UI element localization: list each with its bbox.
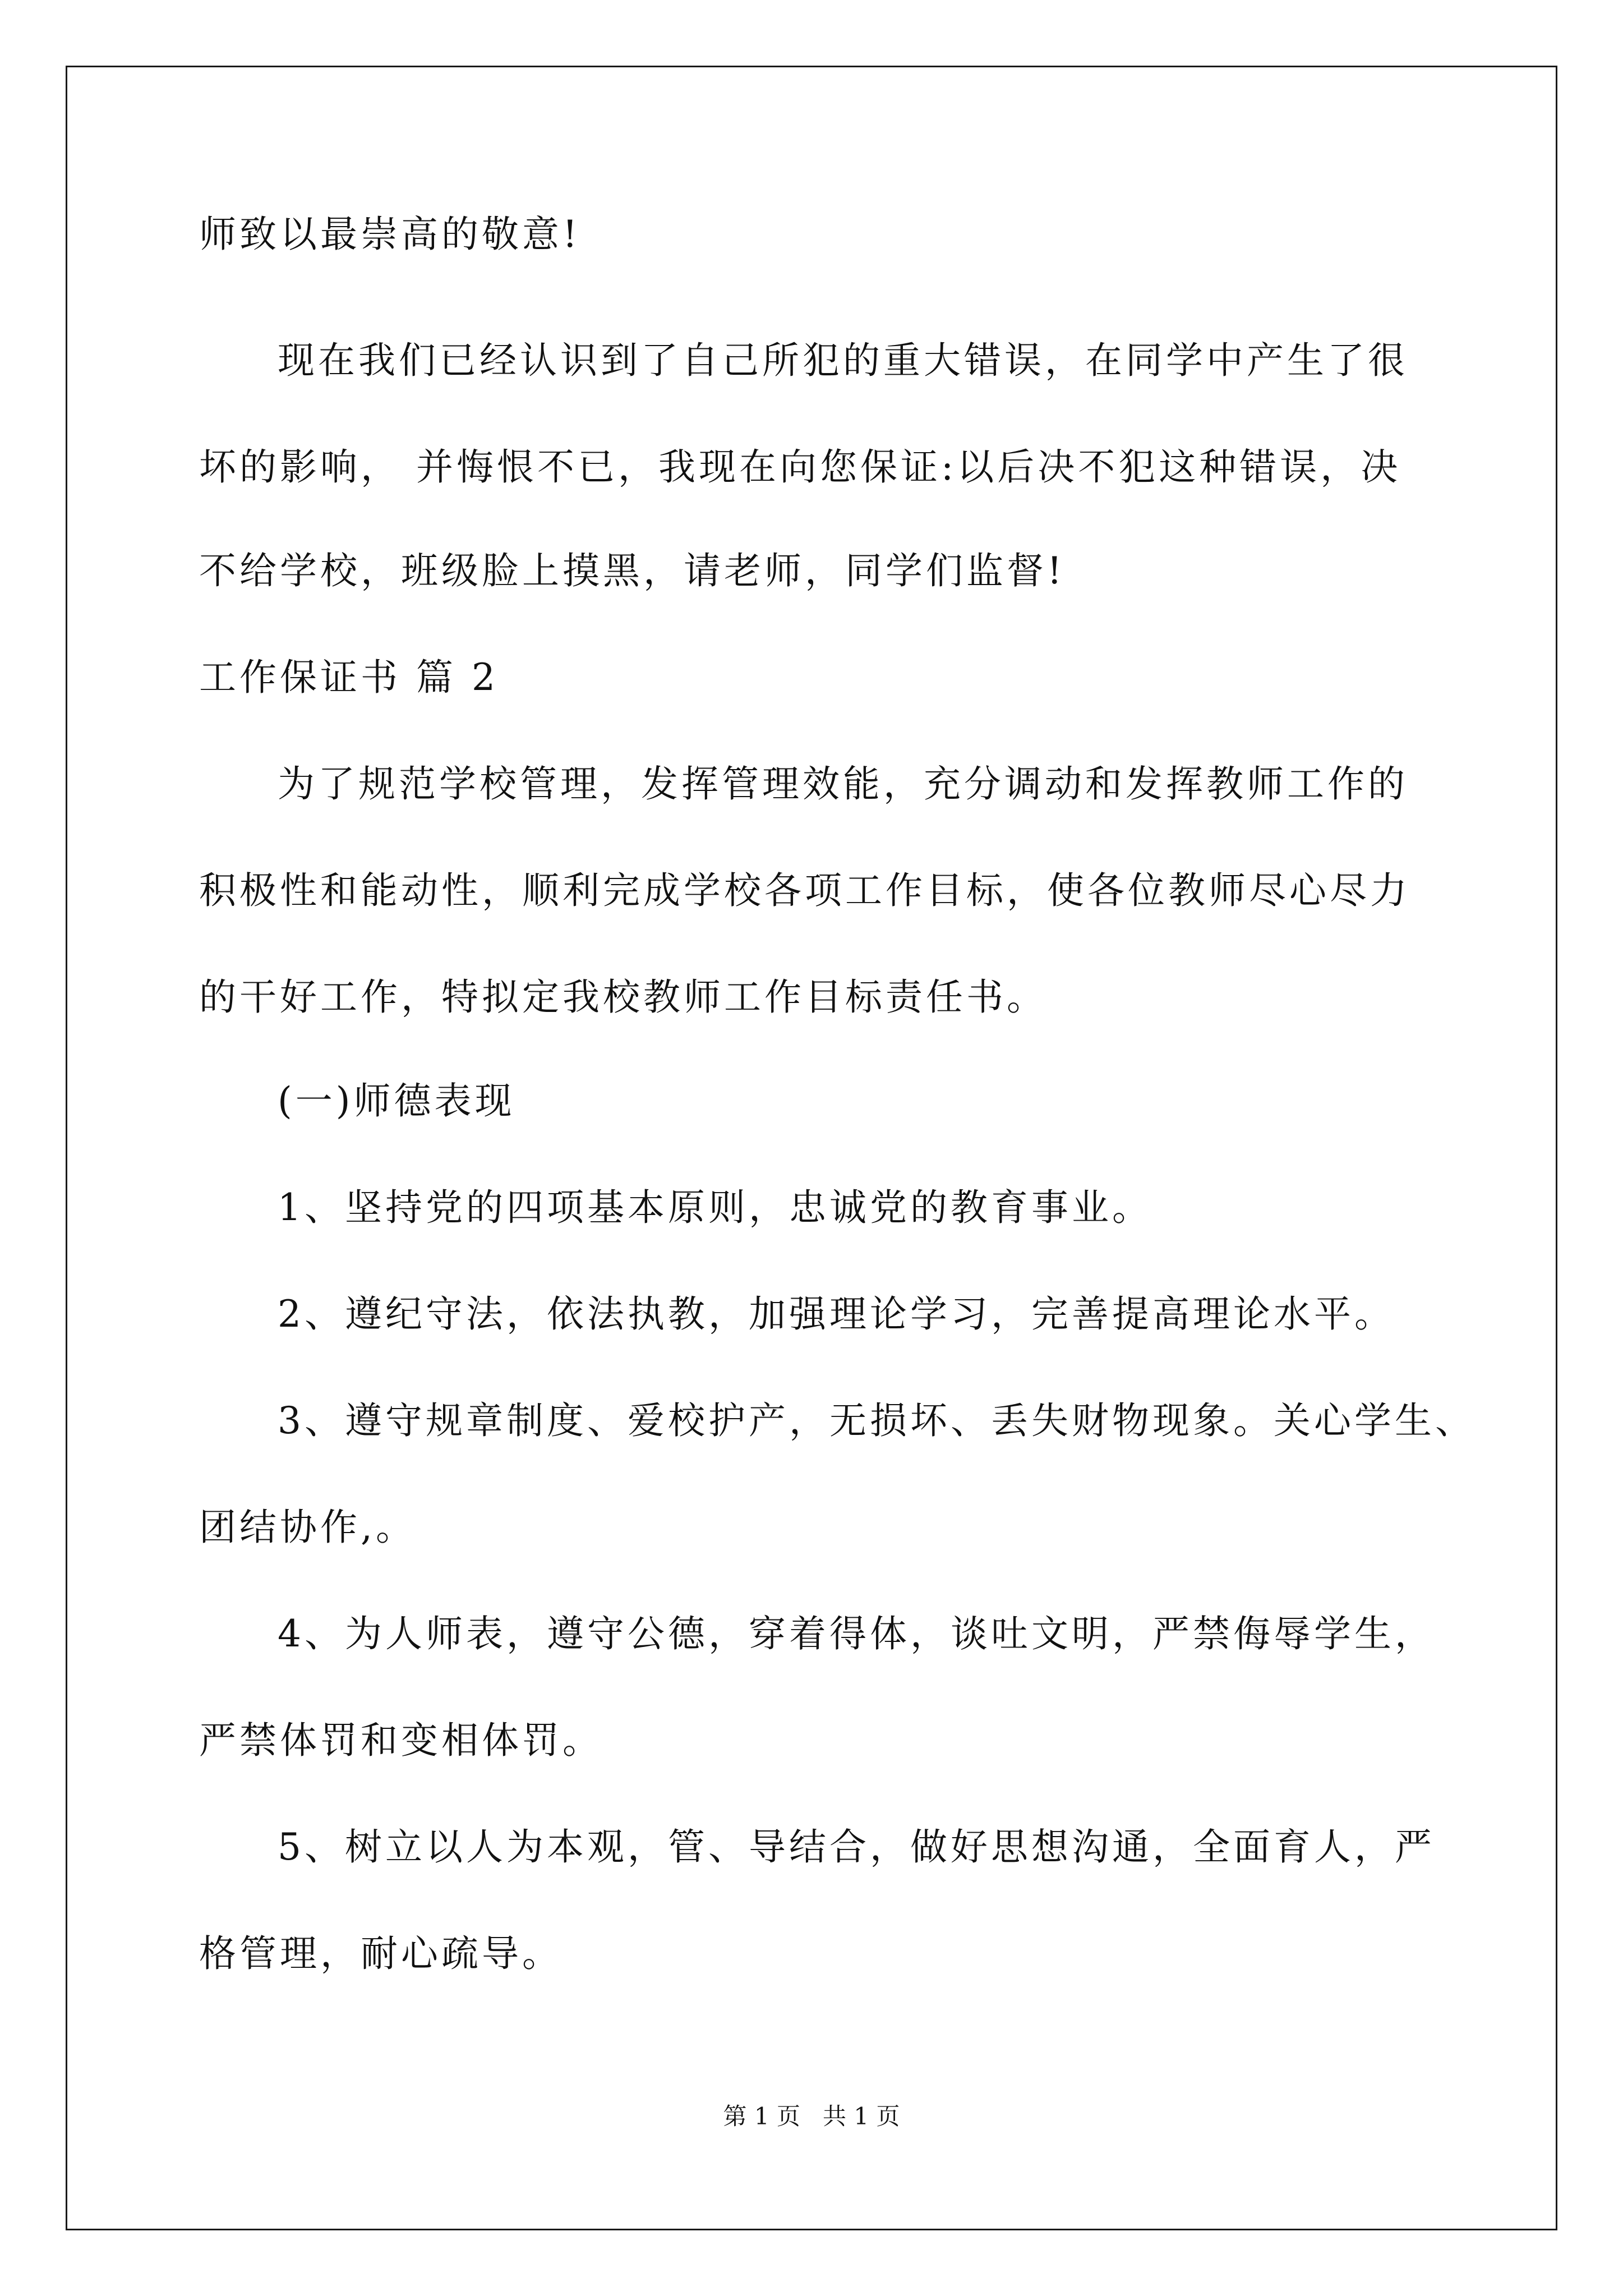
list-item: 2、遵纪守法，依法执教，加强理论学习，完善提高理论水平。 — [278, 1292, 1395, 1336]
list-item: 3、遵守规章制度、爱校护产，无损坏、丢失财物现象。关心学生、 — [278, 1399, 1476, 1442]
text-line: 坏的影响， 并悔恨不已，我现在向您保证:以后决不犯这种错误，决 — [199, 445, 1401, 489]
list-item: 1、坚持党的四项基本原则，忠诚党的教育事业。 — [278, 1186, 1152, 1229]
text-line: 团结协作,。 — [199, 1506, 416, 1549]
text-line: 严禁体罚和变相体罚。 — [199, 1719, 603, 1762]
section-heading: 工作保证书 篇 2 — [199, 656, 499, 699]
text-line: 格管理，耐心疏导。 — [199, 1932, 562, 1975]
text-line: 不给学校，班级脸上摸黑，请老师，同学们监督! — [199, 549, 1066, 592]
list-item: 5、树立以人为本观，管、导结合，做好思想沟通，全面育人，严 — [278, 1825, 1435, 1869]
page-border — [66, 66, 1557, 2230]
list-item: 4、为人师表，遵守公德，穿着得体，谈吐文明，严禁侮辱学生， — [278, 1612, 1435, 1655]
subheading: (一)师德表现 — [278, 1079, 515, 1122]
text-line: 积极性和能动性，顺利完成学校各项工作目标，使各位教师尽心尽力 — [199, 869, 1410, 912]
page-footer: 第 1 页 共 1 页 — [723, 2102, 900, 2130]
text-line: 现在我们已经认识到了自己所犯的重大错误，在同学中产生了很 — [278, 339, 1408, 382]
text-line: 师致以最崇高的敬意! — [199, 213, 581, 256]
text-line: 为了规范学校管理，发挥管理效能，充分调动和发挥教师工作的 — [278, 762, 1408, 806]
text-line: 的干好工作，特拟定我校教师工作目标责任书。 — [199, 976, 1047, 1019]
